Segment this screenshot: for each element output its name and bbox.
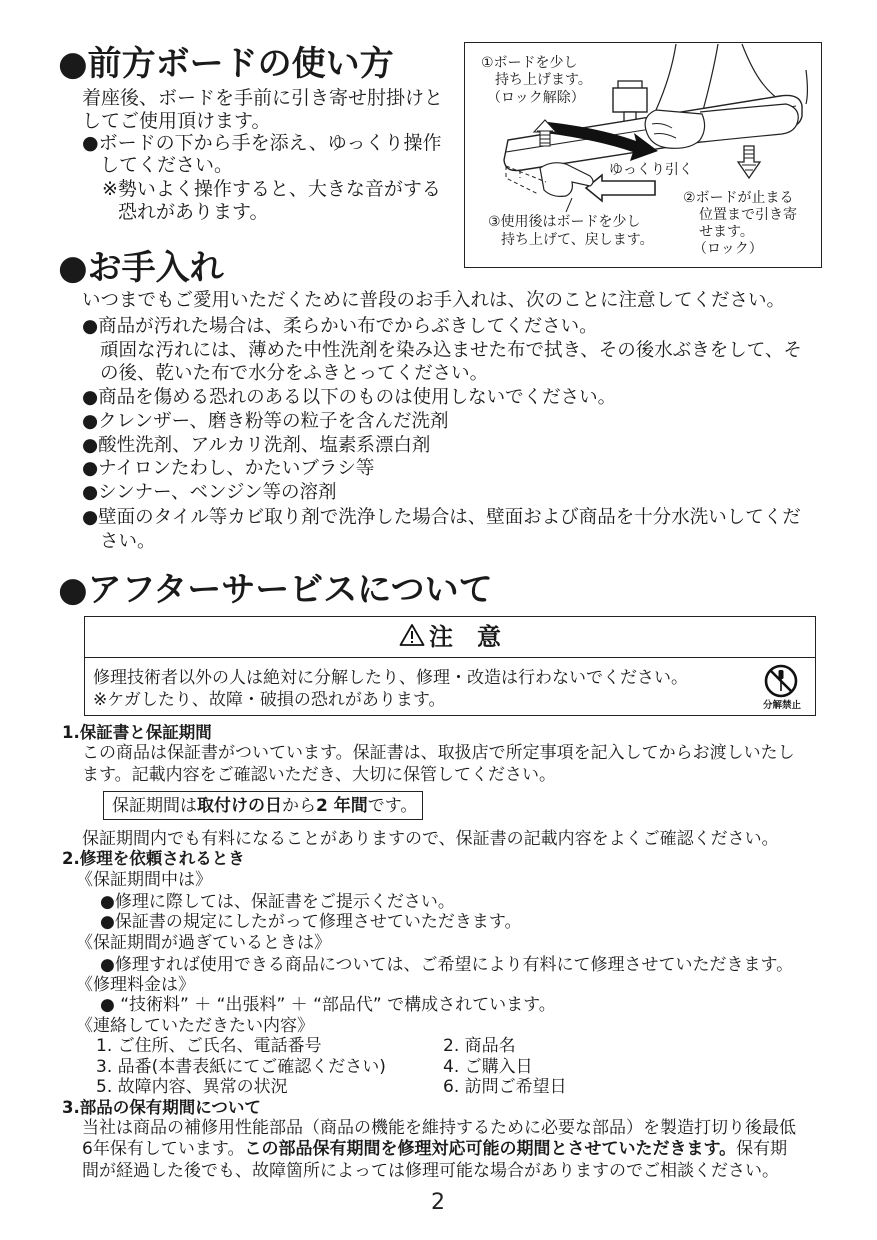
care-line: ●シンナー、ベンジン等の溶剤 <box>82 482 337 503</box>
repair-heading: 2.修理を依頼されるとき <box>62 849 245 868</box>
diagram-step2-label: 位置まで引き寄 <box>699 207 797 223</box>
care-line: ●クレンザー、磨き粉等の粒子を含んだ洗剤 <box>82 411 449 432</box>
care-line: ●商品が汚れた場合は、柔らかい布でからぶきしてください。 <box>82 316 598 337</box>
board-usage-note: 恐れがあります。 <box>118 201 269 223</box>
repair-item: ●修理すれば使用できる商品については、ご希望により有料にて修理させていただきます。 <box>100 955 794 975</box>
lock-arrow-icon <box>738 146 760 178</box>
diagram-step1-label: （ロック解除） <box>487 90 585 106</box>
care-intro: いつまでもご愛用いただくために普段のお手入れは、次のことに注意してください。 <box>82 290 786 311</box>
care-line: ●ナイロンたわし、かたいブラシ等 <box>82 458 375 479</box>
board-usage-diagram <box>464 42 822 268</box>
repair-item: ●修理に際しては、保証書をご提示ください。 <box>100 892 455 912</box>
contact-item: 4. ご購入日 <box>443 1057 533 1077</box>
caution-box <box>84 616 816 716</box>
contact-item: 2. 商品名 <box>443 1036 516 1056</box>
no-disassembly-label: 分解禁止 <box>762 700 801 711</box>
caution-line: ※ケガしたり、故障・破損の恐れがあります。 <box>93 690 446 710</box>
warranty-period-box <box>103 791 423 820</box>
period-length-emphasis: 2 年間 <box>316 796 368 816</box>
contact-item: 6. 訪問ご希望日 <box>443 1077 567 1097</box>
diagram-step2-label: （ロック） <box>693 241 763 257</box>
period-text: 保証期間は <box>112 796 197 816</box>
diagram-step1-label: ①ボードを少し <box>481 55 578 71</box>
board-usage-line: ●ボードの下から手を添え、ゆっくり操作 <box>82 132 442 154</box>
board-usage-line: してご使用頂けます。 <box>82 110 271 132</box>
parts-text: 6年保有しています。 <box>82 1139 245 1159</box>
leader-line <box>566 198 572 212</box>
warranty-heading: 1.保証書と保証期間 <box>62 723 212 742</box>
diagram-step1-label: 持ち上げます。 <box>495 72 592 88</box>
parts-line: 当社は商品の補修用性能部品（商品の機能を維持するために必要な部品）を製造打切り後最低 <box>82 1118 796 1138</box>
caution-title: 注 意 <box>429 623 501 651</box>
warranty-note: 保証期間内でも有料になることがありますので、保証書の記載内容をよくご確認ください。 <box>82 829 779 849</box>
contact-item: 5. 故障内容、異常の状況 <box>96 1077 288 1097</box>
care-line: ●商品を傷める恐れのある以下のものは使用しないでください。 <box>82 387 617 408</box>
parts-text: 保有期 <box>736 1139 788 1159</box>
board-usage-line: してください。 <box>100 154 234 176</box>
repair-item: ● “技術料” ＋ “出張料” ＋ “部品代” で構成されています。 <box>100 995 556 1015</box>
right-hand-icon <box>645 110 704 148</box>
care-line: ●壁面のタイル等カビ取り剤で洗浄した場合は、壁面および商品を十分水洗いしてくだ <box>82 507 801 528</box>
period-text: です。 <box>367 796 418 816</box>
parts-line <box>82 1139 787 1159</box>
diagram-step3-label: 持ち上げて、戻します。 <box>501 232 654 248</box>
left-hand-icon <box>540 163 593 197</box>
parts-emphasis: この部品保有期間を修理対応可能の期間とさせていただきます。 <box>244 1139 737 1159</box>
parts-line: 間が経過した後でも、故障箇所によっては修理可能な場合がありますのでご相談ください。 <box>82 1161 779 1181</box>
contact-item: 3. 品番(本書表紙にてご確認ください) <box>96 1057 386 1077</box>
board-usage-heading: ●前方ボードの使い方 <box>58 44 394 84</box>
period-text: から <box>282 796 316 816</box>
diagram-step2-label: せます。 <box>699 224 754 240</box>
board-usage-note: ※勢いよく操作すると、大きな音がする <box>102 178 441 200</box>
warranty-line: この商品は保証書がついています。保証書は、取扱店で所定事項を記入してからお渡しいたし <box>82 743 795 763</box>
caution-title-row <box>85 617 815 658</box>
care-line: の後、乾いた布で水分をふきとってください。 <box>100 363 489 384</box>
contact-item: 1. ご住所、ご氏名、電話番号 <box>96 1036 322 1056</box>
diagram-step3-label: ③使用後はボードを少し <box>488 214 641 230</box>
care-line: さい。 <box>100 531 156 552</box>
care-heading: ●お手入れ <box>58 248 224 288</box>
repair-subheading: 《保証期間が過ぎているときは》 <box>76 933 331 953</box>
diagram-pull-label: ゆっくり引く <box>609 162 693 178</box>
parts-heading: 3.部品の保有期間について <box>62 1098 261 1117</box>
board-usage-line: 着座後、ボードを手前に引き寄せ肘掛けと <box>82 87 444 109</box>
repair-item: ●保証書の規定にしたがって修理させていただきます。 <box>100 912 522 932</box>
warranty-line: ます。記載内容をご確認いただき、大切に保管してください。 <box>82 765 556 785</box>
caution-line: 修理技術者以外の人は絶対に分解したり、修理・改造は行わないでください。 <box>93 668 688 688</box>
diagram-step2-label: ②ボードが止まる <box>683 190 794 206</box>
page-number: 2 <box>431 1190 445 1215</box>
care-line: 頑固な汚れには、薄めた中性洗剤を染み込ませた布で拭き、その後水ぶきをして、そ <box>100 340 802 361</box>
no-disassembly-icon <box>763 663 799 703</box>
warning-triangle-icon <box>399 623 425 651</box>
service-heading: ●アフターサービスについて <box>58 570 493 610</box>
repair-subheading: 《修理料金は》 <box>76 975 195 995</box>
period-start-emphasis: 取付けの日 <box>197 796 282 816</box>
repair-subheading: 《連絡していただきたい内容》 <box>76 1016 314 1036</box>
care-line: ●酸性洗剤、アルカリ洗剤、塩素系漂白剤 <box>82 435 431 456</box>
repair-subheading: 《保証期間中は》 <box>76 870 212 890</box>
